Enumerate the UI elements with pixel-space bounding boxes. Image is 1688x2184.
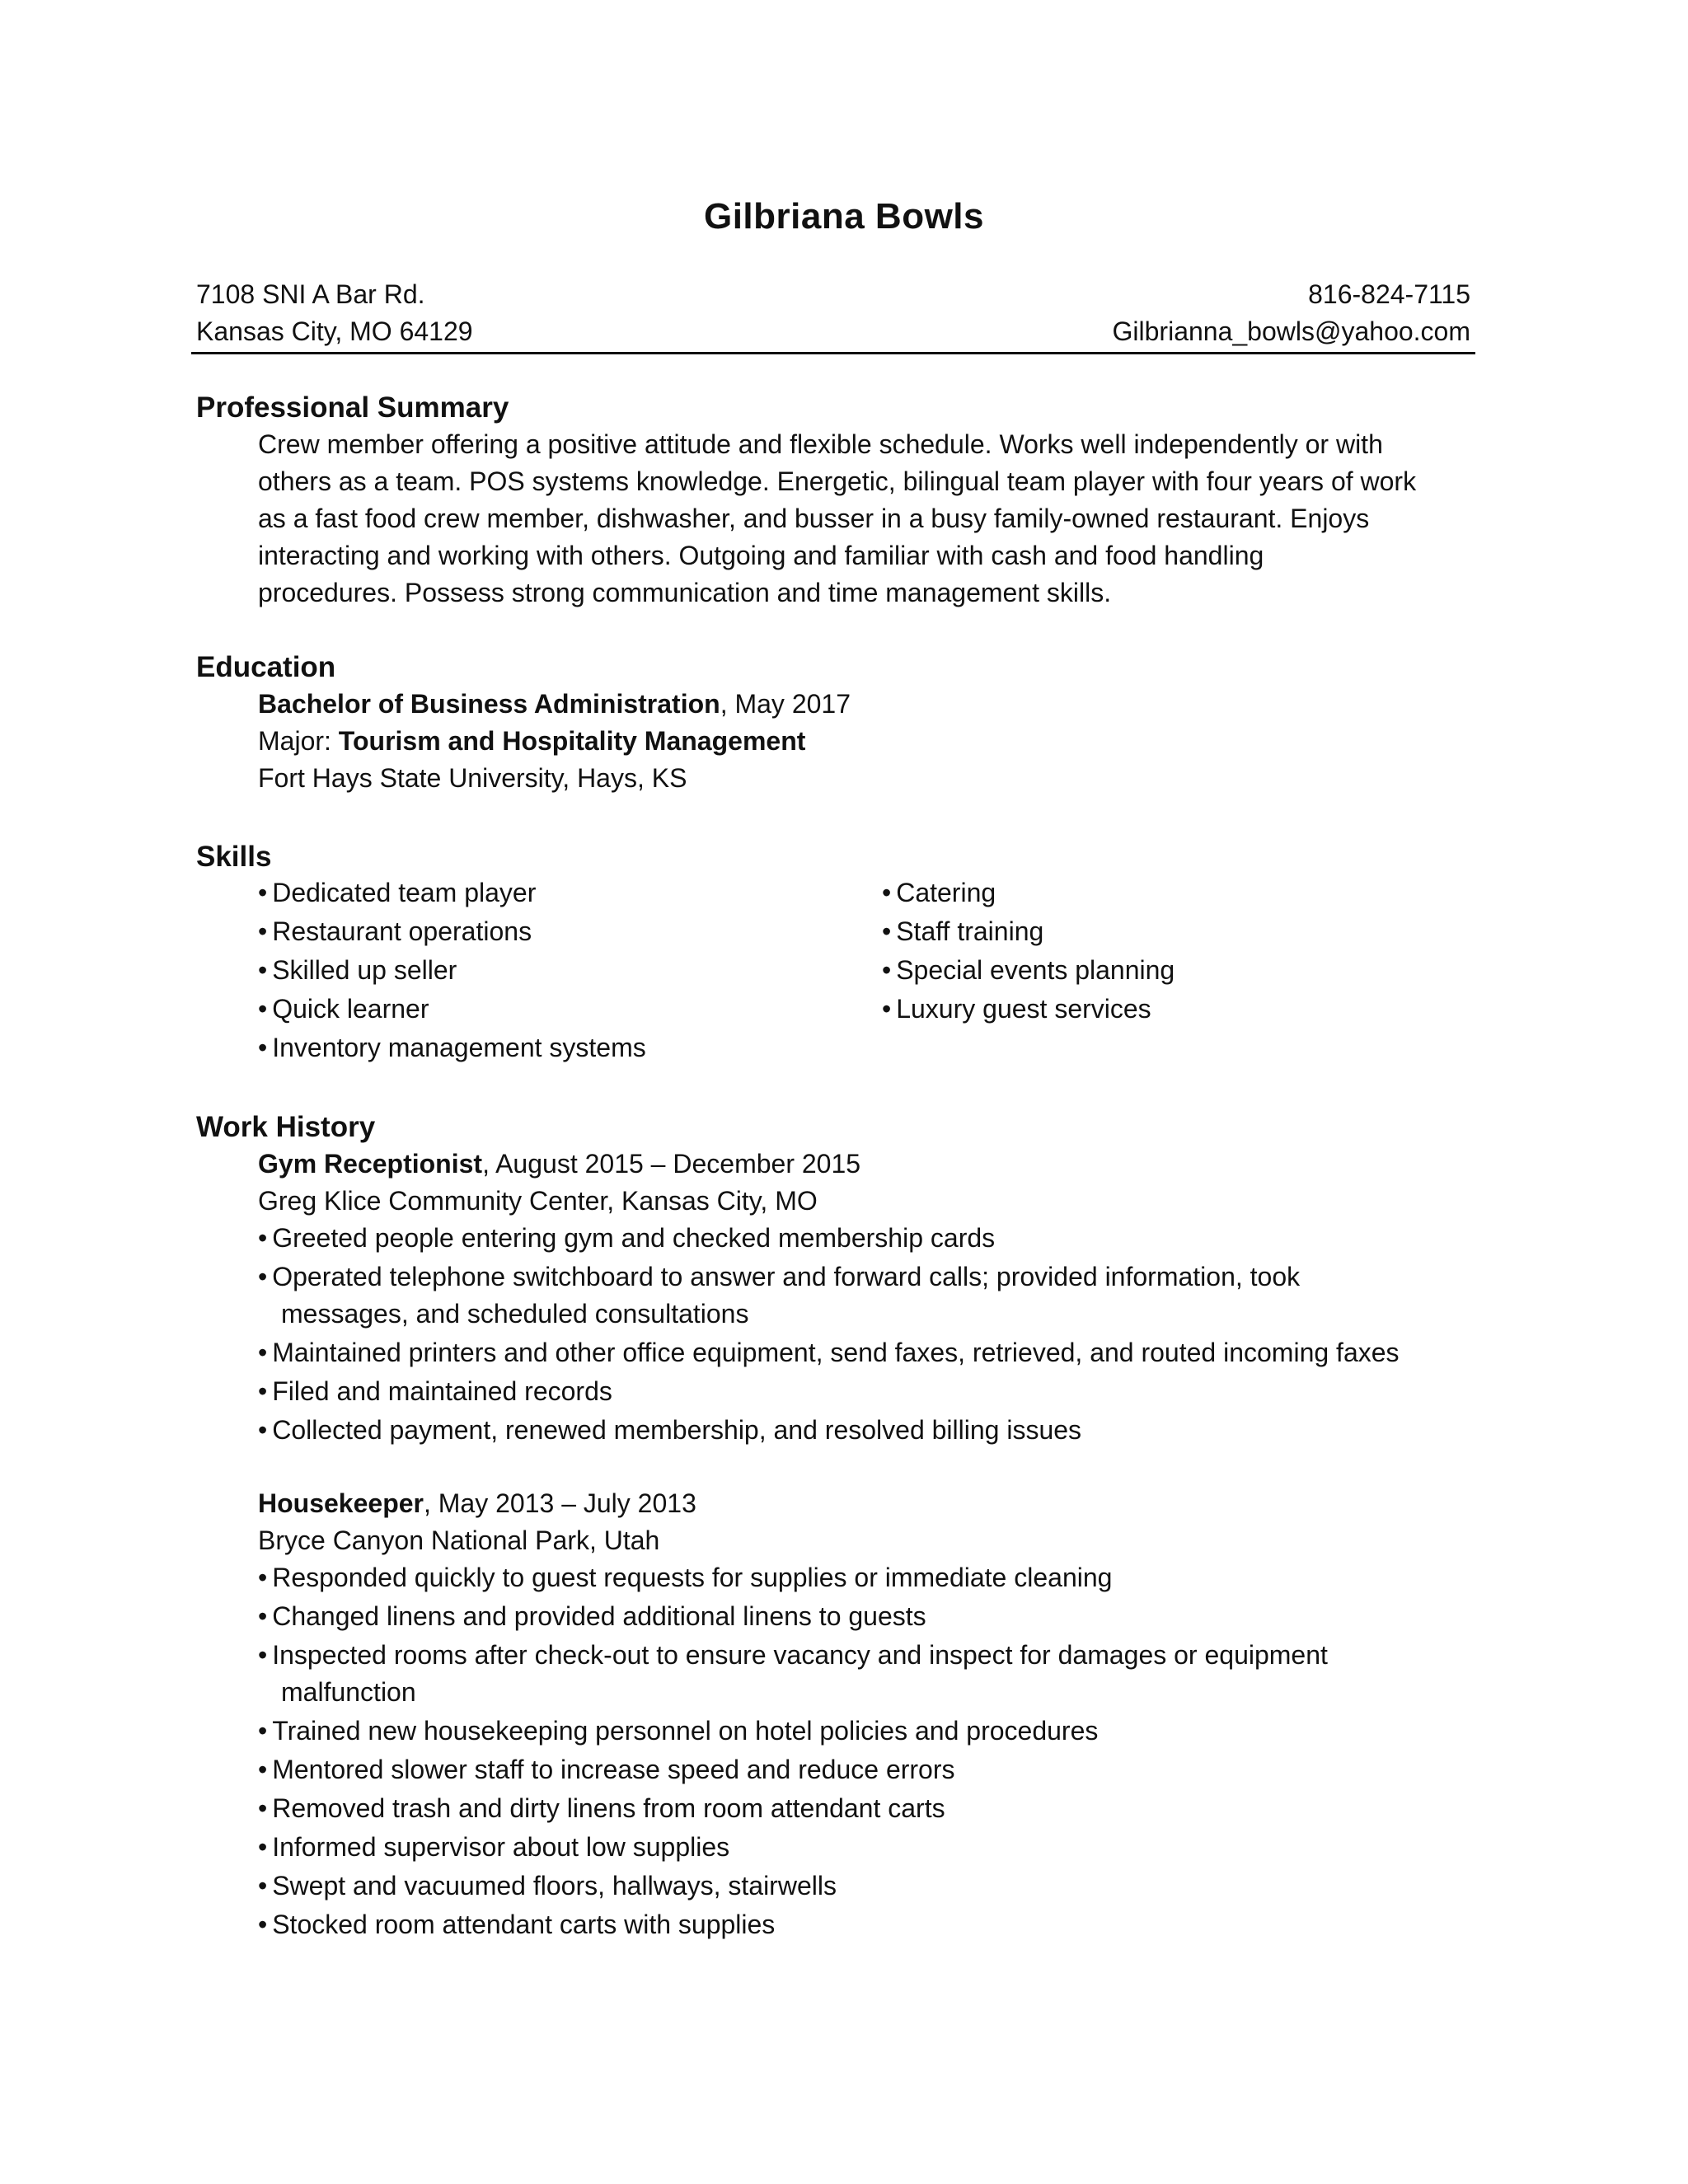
summary-line: as a fast food crew member, dishwasher, and busser in a busy family-owned restaurant. Enjoys	[258, 504, 1370, 533]
education-block	[258, 686, 851, 797]
header-divider	[191, 352, 1475, 354]
degree-line	[258, 686, 851, 723]
job-duty: • Responded quickly to guest requests for supplies or immediate cleaning	[258, 1559, 1328, 1598]
candidate-name: Gilbriana Bowls	[703, 196, 984, 237]
section-title-education: Education	[196, 651, 336, 683]
degree-date: , May 2017	[720, 689, 851, 719]
skill-item: • Luxury guest services	[882, 990, 1175, 1029]
job-duty: • Operated telephone switchboard to answer and forward calls; provided information, took	[258, 1258, 1400, 1296]
address-line-2: Kansas City, MO 64129	[196, 316, 473, 346]
school-line: Fort Hays State University, Hays, KS	[258, 763, 687, 793]
job-duty: • Trained new housekeeping personnel on hotel policies and procedures	[258, 1713, 1328, 1751]
skill-item: • Skilled up seller	[258, 951, 646, 990]
address-line-1: 7108 SNI A Bar Rd.	[196, 279, 425, 309]
job-dates: , August 2015 – December 2015	[482, 1149, 861, 1179]
skill-item: • Special events planning	[882, 951, 1175, 990]
job-dates: , May 2013 – July 2013	[423, 1488, 696, 1518]
job-employer: Bryce Canyon National Park, Utah	[258, 1526, 660, 1555]
contact-block	[196, 276, 1470, 350]
major-label: Major:	[258, 726, 339, 756]
skill-item: • Dedicated team player	[258, 874, 646, 912]
job-title-line	[258, 1485, 1328, 1522]
job-duty: • Greeted people entering gym and checked membership cards	[258, 1220, 1400, 1258]
section-title-skills: Skills	[196, 841, 272, 873]
job-role: Housekeeper	[258, 1488, 424, 1518]
job-duty: • Maintained printers and other office equipment, send faxes, retrieved, and routed incoming faxes	[258, 1334, 1400, 1373]
summary-line: Crew member offering a positive attitude and flexible schedule. Works well independently or with	[258, 429, 1383, 459]
job-entry	[258, 1146, 1400, 1451]
degree-name: Bachelor of Business Administration	[258, 689, 720, 719]
job-duty: • Stocked room attendant carts with supplies	[258, 1906, 1328, 1945]
skill-item: • Catering	[882, 874, 1175, 912]
job-duty: • Mentored slower staff to increase speed and reduce errors	[258, 1751, 1328, 1790]
job-duty-continuation: malfunction	[281, 1677, 416, 1707]
job-duty: • Removed trash and dirty linens from room attendant carts	[258, 1790, 1328, 1829]
section-title-work-history: Work History	[196, 1111, 376, 1143]
job-duty: • Collected payment, renewed membership, and resolved billing issues	[258, 1412, 1400, 1451]
job-employer: Greg Klice Community Center, Kansas City, MO	[258, 1186, 818, 1216]
skill-item: • Inventory management systems	[258, 1029, 646, 1067]
job-role: Gym Receptionist	[258, 1149, 483, 1179]
skill-item: • Quick learner	[258, 990, 646, 1029]
skills-column-right	[882, 874, 1175, 1029]
summary-line: interacting and working with others. Outgoing and familiar with cash and food handling	[258, 541, 1264, 570]
phone-number: 816-824-7115	[1308, 279, 1470, 309]
job-duty: • Swept and vacuumed floors, hallways, stairwells	[258, 1868, 1328, 1906]
job-duty-continuation: messages, and scheduled consultations	[281, 1299, 749, 1329]
major-line	[258, 723, 851, 760]
major-name: Tourism and Hospitality Management	[338, 726, 806, 756]
section-title-summary: Professional Summary	[196, 391, 509, 424]
job-duty: • Informed supervisor about low supplies	[258, 1829, 1328, 1868]
job-entry	[258, 1485, 1328, 1945]
job-duty: • Inspected rooms after check-out to ensure vacancy and inspect for damages or equipment	[258, 1637, 1328, 1674]
summary-line: others as a team. POS systems knowledge. Energetic, bilingual team player with four years of work	[258, 466, 1417, 496]
skills-column-left	[258, 874, 646, 1067]
skill-item: • Restaurant operations	[258, 912, 646, 951]
summary-line: procedures. Possess strong communication and time management skills.	[258, 578, 1112, 607]
job-duty: • Changed linens and provided additional linens to guests	[258, 1598, 1328, 1637]
summary-text	[258, 426, 1478, 612]
email-address: Gilbrianna_bowls@yahoo.com	[1112, 316, 1470, 346]
skill-item: • Staff training	[882, 912, 1175, 951]
job-title-line	[258, 1146, 1400, 1183]
job-duty: • Filed and maintained records	[258, 1373, 1400, 1412]
